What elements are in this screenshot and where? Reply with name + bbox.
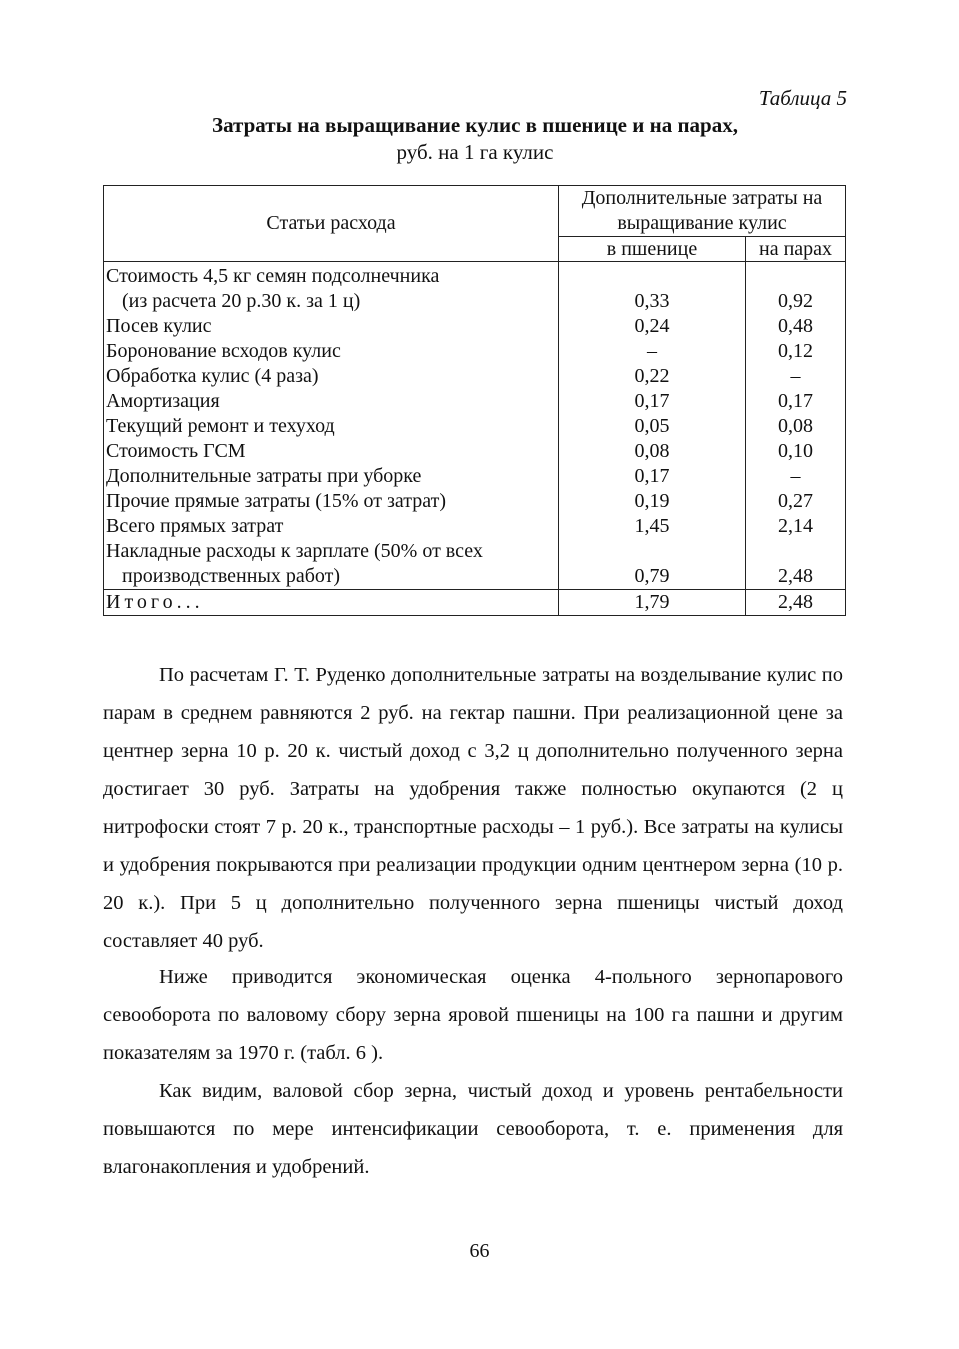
- total-label: Итого...: [104, 590, 559, 616]
- row-wheat-value: 0,05: [559, 414, 746, 439]
- row-wheat-value: 0,22: [559, 364, 746, 389]
- row-fallow-value: 0,27: [746, 489, 846, 514]
- table-row: [104, 364, 846, 389]
- table-total-row: [104, 590, 846, 616]
- row-fallow-value: 0,12: [746, 339, 846, 364]
- body-paragraph-1: По расчетам Г. Т. Руденко дополнительные затраты на возделывание кулис по парам в среднем равняются 2 руб. на гектар пашни. При реализационной цене за центнер зерна 10 р. 20 к. чистый доход с 3,2 ц дополнительно полученного зерна достигает 30 руб. Затраты на удобрения также полностью окупаются (2 ц нитрофоски стоят 7 р. 20 к., транспортные расходы – 1 руб.). Все затраты на кулисы и удобрения покрываются при реализации продукции одним центнером зерна (10 р. 20 к.). При 5 ц дополнительно полученного зерна пшеницы чистый доход составляет 40 руб.: [103, 664, 843, 952]
- header-on-fallow: на парах: [746, 237, 846, 262]
- row-item: Посев кулис: [104, 314, 559, 339]
- table-row: [104, 514, 846, 539]
- row-fallow-value: –: [746, 364, 846, 389]
- row-wheat-value: 0,17: [559, 464, 746, 489]
- row-wheat-value: 0,79: [559, 539, 746, 590]
- total-fallow-value: 2,48: [746, 590, 846, 616]
- row-item: Текущий ремонт и техуход: [104, 414, 559, 439]
- row-fallow-value: 0,10: [746, 439, 846, 464]
- table-row: [104, 262, 846, 315]
- table-row: [104, 339, 846, 364]
- row-item: Накладные расходы к зарплате (50% от всех: [106, 540, 483, 562]
- table-row: [104, 439, 846, 464]
- row-wheat-value: 0,19: [559, 489, 746, 514]
- row-wheat-value: 0,17: [559, 389, 746, 414]
- table-row: [104, 464, 846, 489]
- table-label: Таблица 5: [758, 86, 847, 110]
- row-item-cont: (из расчета 20 р.30 к. за 1 ц): [122, 290, 361, 312]
- row-wheat-value: 0,33: [559, 262, 746, 315]
- row-item: Боронование всходов кулис: [104, 339, 559, 364]
- row-fallow-value: 2,48: [746, 539, 846, 590]
- row-wheat-value: 0,08: [559, 439, 746, 464]
- row-fallow-value: 0,08: [746, 414, 846, 439]
- row-item: Дополнительные затраты при уборке: [104, 464, 559, 489]
- body-paragraph-2: Ниже приводится экономическая оценка 4-польного зернопарового севооборота по валовому сбору зерна яровой пшеницы на 100 га пашни и другим показателям за 1970 г. (табл. 6 ).: [103, 966, 843, 1064]
- total-wheat-value: 1,79: [559, 590, 746, 616]
- table-row: [104, 414, 846, 439]
- row-item: Прочие прямые затраты (15% от затрат): [104, 489, 559, 514]
- row-fallow-value: 0,92: [746, 262, 846, 315]
- row-item: Всего прямых затрат: [104, 514, 559, 539]
- row-fallow-value: 2,14: [746, 514, 846, 539]
- row-wheat-value: –: [559, 339, 746, 364]
- row-wheat-value: 0,24: [559, 314, 746, 339]
- row-item-cont: производственных работ): [122, 565, 341, 587]
- table-title: Затраты на выращивание кулис в пшенице и на парах,: [212, 113, 738, 137]
- header-cost-items: Статьи расхода: [104, 186, 559, 262]
- header-in-wheat: в пшенице: [559, 237, 746, 262]
- table-subtitle: руб. на 1 га кулис: [396, 140, 554, 164]
- row-item: Обработка кулис (4 раза): [104, 364, 559, 389]
- cost-table: [103, 185, 846, 616]
- row-item: Амортизация: [104, 389, 559, 414]
- table-row: [104, 539, 846, 590]
- row-item: Стоимость ГСМ: [104, 439, 559, 464]
- table-row: [104, 389, 846, 414]
- body-paragraph-3: Как видим, валовой сбор зерна, чистый доход и уровень рентабельности повышаются по мере интенсификации севооборота, т. е. применения для влагонакопления и удобрений.: [103, 1080, 843, 1178]
- page-number: 66: [469, 1240, 490, 1262]
- row-fallow-value: –: [746, 464, 846, 489]
- table-row: [104, 314, 846, 339]
- row-item: Стоимость 4,5 кг семян подсолнечника: [106, 265, 440, 287]
- row-fallow-value: 0,17: [746, 389, 846, 414]
- row-wheat-value: 1,45: [559, 514, 746, 539]
- table-row: [104, 489, 846, 514]
- header-additional-costs: Дополнительные затраты на выращивание кулис: [559, 186, 846, 237]
- row-fallow-value: 0,48: [746, 314, 846, 339]
